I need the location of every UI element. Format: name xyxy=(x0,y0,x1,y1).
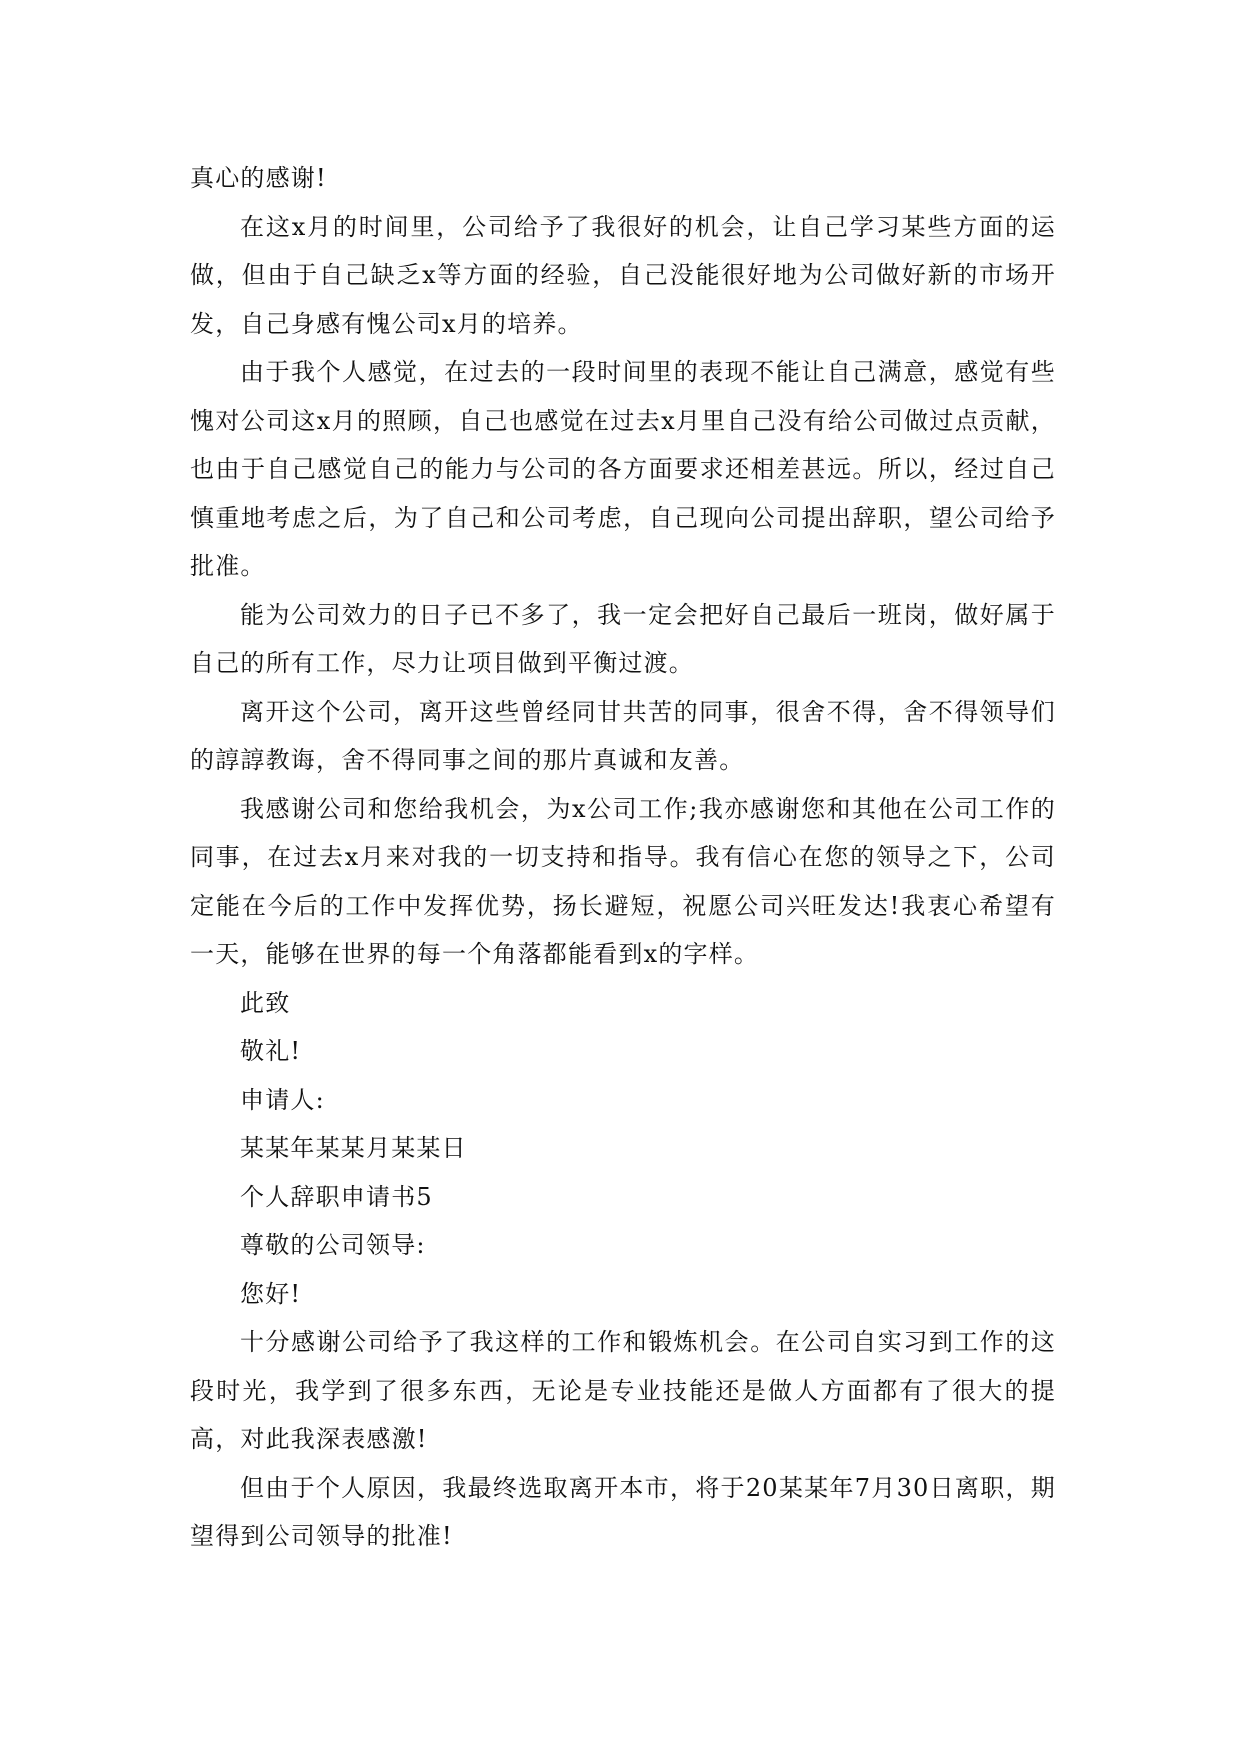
paragraph-gratitude: 我感谢公司和您给我机会，为x公司工作;我亦感谢您和其他在公司工作的同事，在过去x月来对我的一切支持和指导。我有信心在您的领导之下，公司定能在今后的工作中发挥优势，扬长避短，祝愿公司兴旺发达!我衷心希望有一天，能够在世界的每一个角落都能看到x的字样。 xyxy=(190,794,1056,968)
date-line: 某某年某某月某某日 xyxy=(240,1134,467,1162)
paragraph-leaving-date: 但由于个人原因，我最终选取离开本市，将于20某某年7月30日离职，期望得到公司领导的批准! xyxy=(190,1473,1056,1550)
applicant-label: 申请人: xyxy=(240,1085,325,1114)
paragraph-closing-thanks: 真心的感谢! xyxy=(190,164,327,192)
paragraph-opportunity: 在这x月的时间里，公司给予了我很好的机会，让自己学习某些方面的运做，但由于自己缺乏x等方面的经验，自己没能很好地为公司做好新的市场开发，自己身感有愧公司x月的培养。 xyxy=(190,212,1056,338)
letter-body xyxy=(190,154,1056,1561)
greeting-recipient: 尊敬的公司领导: xyxy=(240,1231,426,1259)
salutation-jingli: 敬礼! xyxy=(240,1037,302,1065)
paragraph-farewell: 离开这个公司，离开这些曾经同甘共苦的同事，很舍不得，舍不得领导们的諄諄教诲，舍不得同事之间的那片真诚和友善。 xyxy=(190,697,1056,774)
salutation-cizhi: 此致 xyxy=(240,988,291,1017)
paragraph-thanks-training: 十分感谢公司给予了我这样的工作和锻炼机会。在公司自实习到工作的这段时光，我学到了很多东西，无论是专业技能还是做人方面都有了很大的提高，对此我深表感激! xyxy=(190,1328,1056,1453)
section-title: 个人辞职申请书5 xyxy=(240,1182,433,1211)
paragraph-handover: 能为公司效力的日子已不多了，我一定会把好自己最后一班岗，做好属于自己的所有工作，尽力让项目做到平衡过渡。 xyxy=(190,600,1056,677)
greeting-hello: 您好! xyxy=(240,1279,302,1308)
paragraph-resignation-reason: 由于我个人感觉，在过去的一段时间里的表现不能让自己满意，感觉有些愧对公司这x月的照顾，自己也感觉在过去x月里自己没有给公司做过点贡献，也由于自己感觉自己的能力与公司的各方面要求还相差甚远。所以，经过自己慎重地考虑之后，为了自己和公司考虑，自己现向公司提出辞职，望公司给予批准。 xyxy=(190,358,1056,580)
